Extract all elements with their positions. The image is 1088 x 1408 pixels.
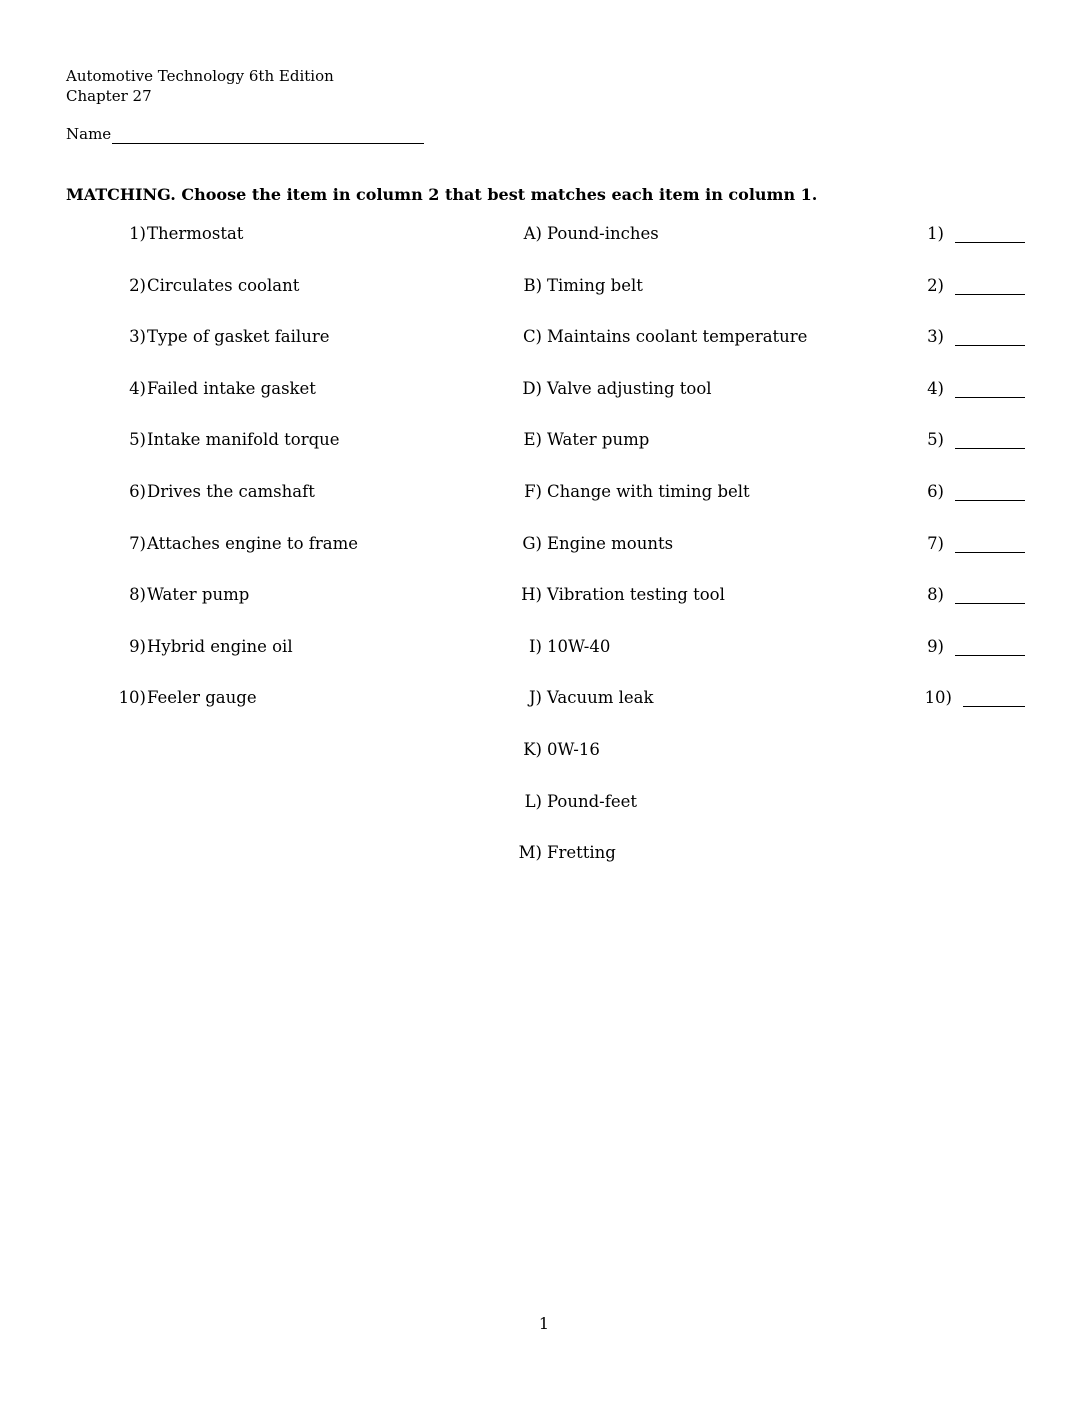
- option-letter: M): [518, 843, 542, 863]
- column1-term: Intake manifold torque: [147, 430, 340, 450]
- item-number: 6): [129, 481, 146, 501]
- option-letter: C): [522, 327, 542, 347]
- matching-row: [0, 534, 1088, 586]
- answer-blank[interactable]: [955, 242, 1025, 243]
- option-letter: K): [523, 739, 542, 759]
- column1-term: Drives the camshaft: [147, 481, 315, 501]
- answer-number: 7): [927, 533, 944, 553]
- column2-option: Fretting: [547, 843, 616, 863]
- matching-row: [0, 482, 1088, 534]
- column1-term: Circulates coolant: [147, 275, 300, 295]
- item-number: 7): [129, 533, 146, 553]
- item-number: 8): [129, 585, 146, 605]
- matching-row: [0, 224, 1088, 276]
- answer-number: 2): [927, 275, 944, 295]
- option-letter: F): [524, 481, 542, 501]
- answer-blank[interactable]: [955, 603, 1025, 604]
- item-number: 3): [129, 327, 146, 347]
- column1-term: Water pump: [147, 585, 250, 605]
- answer-blank[interactable]: [955, 294, 1025, 295]
- matching-instructions: MATCHING. Choose the item in column 2 that best matches each item in column 1.: [66, 185, 818, 204]
- answer-blank[interactable]: [955, 448, 1025, 449]
- column1-term: Type of gasket failure: [147, 327, 330, 347]
- column2-option: Timing belt: [547, 275, 643, 295]
- name-label: Name: [66, 125, 112, 143]
- column2-option: Water pump: [547, 430, 650, 450]
- option-letter: H): [521, 585, 542, 605]
- document-header: [66, 66, 334, 106]
- column1-term: Attaches engine to frame: [147, 533, 358, 553]
- column1-term: Thermostat: [147, 224, 244, 243]
- answer-number: 3): [927, 327, 944, 347]
- matching-row: [0, 688, 1088, 740]
- matching-row: [0, 740, 1088, 792]
- answer-number: 1): [927, 224, 944, 243]
- column2-option: 0W-16: [547, 739, 600, 759]
- item-number: 2): [129, 275, 146, 295]
- matching-row: [0, 585, 1088, 637]
- option-letter: B): [523, 275, 542, 295]
- matching-row: [0, 327, 1088, 379]
- answer-blank[interactable]: [955, 500, 1025, 501]
- column2-option: 10W-40: [547, 636, 611, 656]
- answer-number: 8): [927, 585, 944, 605]
- column2-option: Valve adjusting tool: [547, 378, 712, 398]
- option-letter: G): [522, 533, 542, 553]
- answer-blank[interactable]: [955, 345, 1025, 346]
- answer-blank[interactable]: [963, 706, 1025, 707]
- name-field-row: [66, 124, 424, 144]
- answer-number: 6): [927, 481, 944, 501]
- column2-option: Pound-inches: [547, 224, 659, 243]
- matching-table: [0, 224, 1088, 895]
- option-letter: D): [522, 378, 542, 398]
- matching-row: [0, 379, 1088, 431]
- answer-number: 4): [927, 378, 944, 398]
- chapter-label: Chapter 27: [66, 87, 152, 105]
- column1-term: Feeler gauge: [147, 688, 257, 708]
- column1-term: Failed intake gasket: [147, 378, 316, 398]
- answer-blank[interactable]: [955, 397, 1025, 398]
- matching-row: [0, 637, 1088, 689]
- option-letter: J): [528, 688, 542, 708]
- column1-term: Hybrid engine oil: [147, 636, 293, 656]
- option-letter: I): [529, 636, 542, 656]
- item-number: 1): [129, 224, 146, 243]
- option-letter: L): [524, 791, 542, 811]
- page-number: 1: [538, 1314, 550, 1333]
- column2-option: Vacuum leak: [547, 688, 654, 708]
- column2-option: Maintains coolant temperature: [547, 327, 808, 347]
- answer-blank[interactable]: [955, 552, 1025, 553]
- column2-option: Pound-feet: [547, 791, 638, 811]
- name-blank[interactable]: [112, 124, 424, 144]
- matching-row: [0, 843, 1088, 895]
- item-number: 5): [129, 430, 146, 450]
- answer-number: 5): [927, 430, 944, 450]
- answer-number: 9): [927, 636, 944, 656]
- answer-number: 10): [924, 688, 952, 708]
- answer-blank[interactable]: [955, 655, 1025, 656]
- column2-option: Change with timing belt: [547, 481, 750, 501]
- column2-option: Vibration testing tool: [547, 585, 725, 605]
- item-number: 4): [129, 378, 146, 398]
- matching-row: [0, 276, 1088, 328]
- matching-row: [0, 792, 1088, 844]
- item-number: 9): [129, 636, 146, 656]
- matching-row: [0, 430, 1088, 482]
- option-letter: E): [523, 430, 542, 450]
- book-title: Automotive Technology 6th Edition: [66, 67, 334, 85]
- column2-option: Engine mounts: [547, 533, 674, 553]
- item-number: 10): [118, 688, 146, 708]
- option-letter: A): [523, 224, 542, 243]
